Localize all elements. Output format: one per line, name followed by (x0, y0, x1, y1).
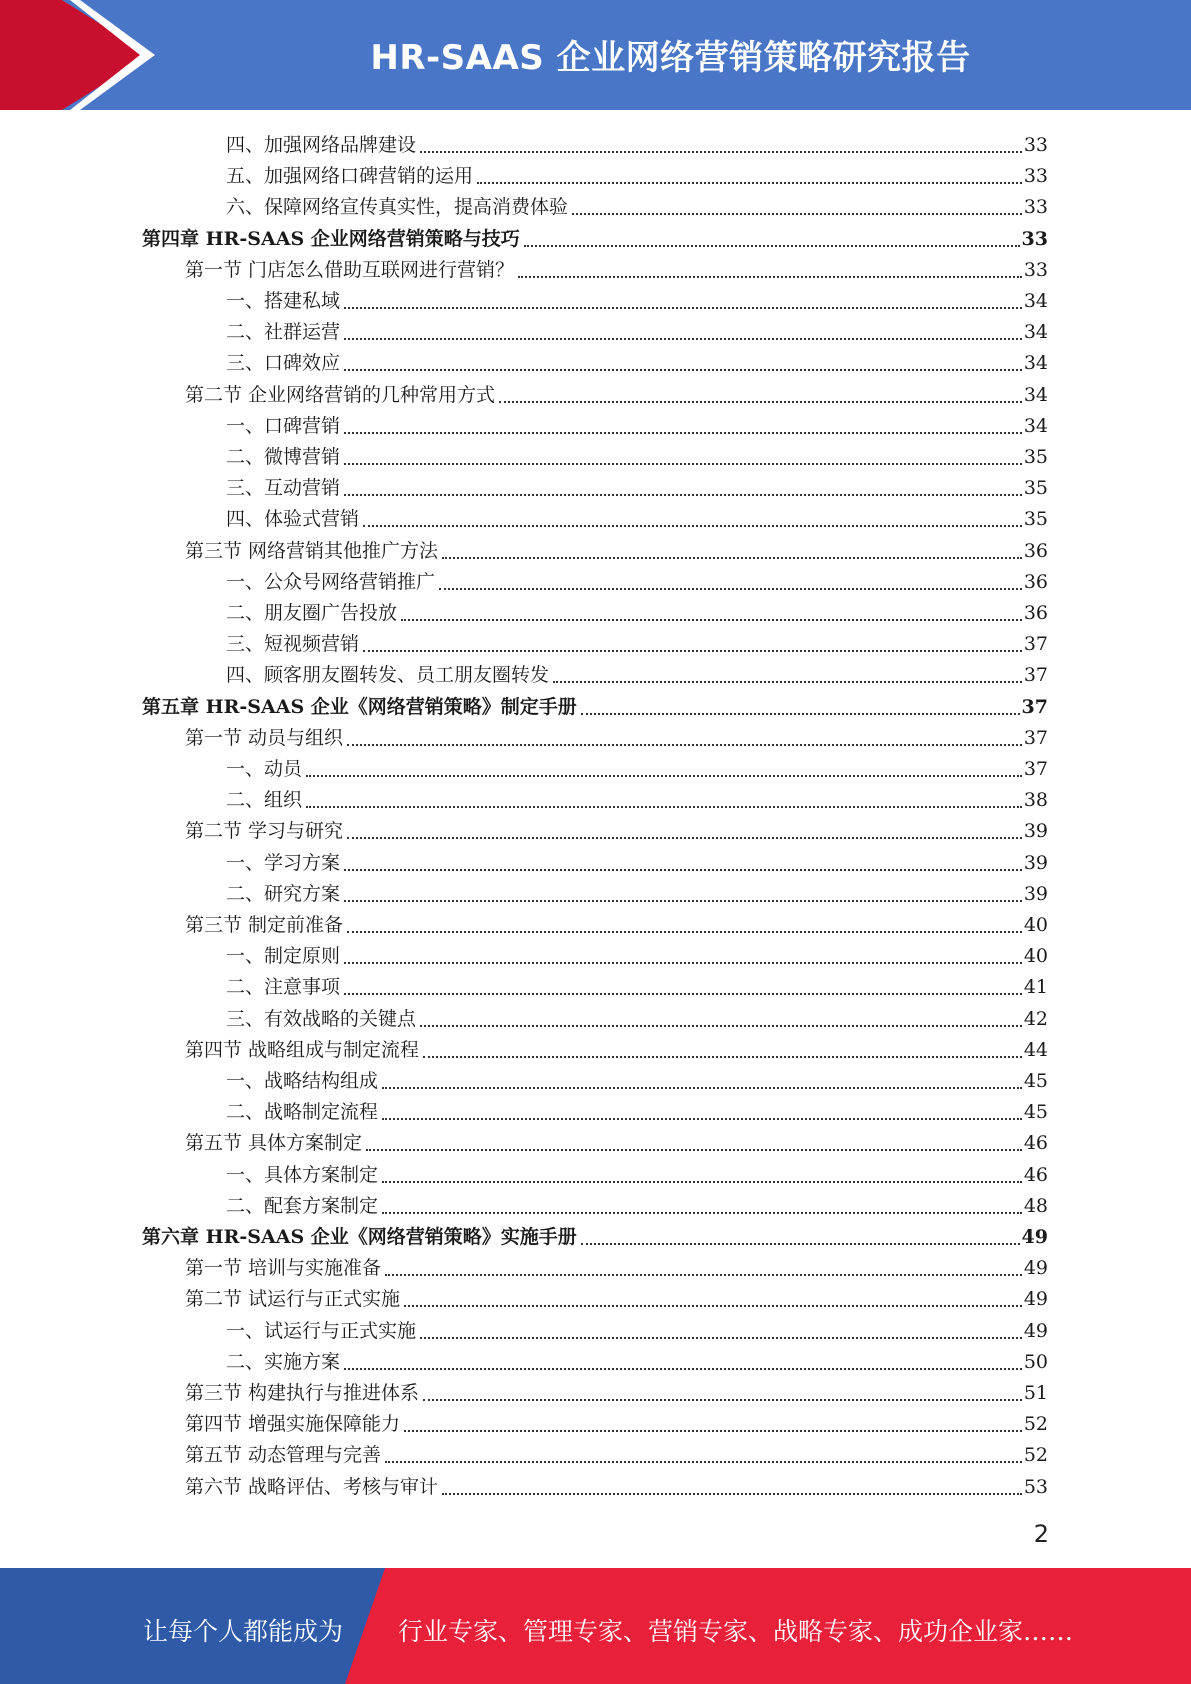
document-title: HR-SAAS 企业网络营销策略研究报告 (370, 38, 971, 78)
toc-entry-page: 39 (1023, 820, 1048, 843)
toc-dot-leader (442, 1492, 1022, 1495)
toc-entry-title: 第二节 试运行与正式实施 (185, 1288, 401, 1311)
toc-entry[interactable] (226, 626, 1048, 657)
toc-dot-leader (347, 743, 1022, 746)
toc-dot-leader (382, 1211, 1022, 1214)
toc-entry-page: 50 (1023, 1350, 1048, 1373)
toc-entry-page: 39 (1023, 882, 1048, 905)
toc-entry-title: 二、配套方案制定 (226, 1194, 379, 1217)
toc-dot-leader (404, 1304, 1022, 1307)
toc-entry[interactable] (226, 189, 1048, 220)
toc-dot-leader (344, 961, 1022, 964)
toc-entry[interactable] (226, 1344, 1048, 1375)
toc-entry[interactable] (226, 876, 1048, 907)
toc-entry[interactable] (142, 221, 1048, 252)
toc-entry-page: 46 (1023, 1132, 1048, 1155)
toc-entry-page: 52 (1023, 1413, 1048, 1436)
toc-dot-leader (344, 493, 1022, 496)
toc-entry[interactable] (226, 1313, 1048, 1344)
toc-entry[interactable] (185, 1375, 1048, 1406)
toc-entry-title: 一、试运行与正式实施 (226, 1319, 417, 1342)
toc-dot-leader (442, 556, 1022, 559)
toc-entry-title: 第四节 战略组成与制定流程 (185, 1038, 420, 1061)
toc-entry-title: 一、搭建私域 (226, 290, 341, 312)
toc-dot-leader (344, 992, 1022, 995)
toc-entry-title: 第二节 学习与研究 (185, 820, 344, 843)
toc-entry-title: 二、组织 (226, 789, 303, 812)
toc-dot-leader (347, 930, 1022, 933)
toc-entry-title: 二、注意事项 (226, 976, 341, 999)
toc-entry[interactable] (226, 751, 1048, 782)
toc-dot-leader (366, 1148, 1022, 1151)
toc-entry-title: 二、社群运营 (226, 321, 341, 344)
toc-entry-page: 49 (1023, 1257, 1048, 1280)
toc-entry[interactable] (185, 1125, 1048, 1156)
toc-entry[interactable] (226, 1188, 1048, 1219)
toc-entry-title: 一、口碑营销 (226, 414, 341, 437)
toc-entry-page: 49 (1021, 1226, 1048, 1248)
toc-entry-title: 二、实施方案 (226, 1350, 341, 1373)
toc-entry-title: 第二节 企业网络营销的几种常用方式 (185, 383, 496, 406)
toc-entry-page: 49 (1023, 1319, 1048, 1342)
toc-entry-page: 45 (1023, 1070, 1048, 1092)
toc-entry-page: 36 (1023, 539, 1048, 562)
toc-dot-leader (344, 306, 1022, 309)
toc-entry[interactable] (185, 720, 1048, 751)
toc-dot-leader (344, 431, 1022, 434)
toc-entry-page: 36 (1023, 602, 1048, 624)
toc-entry-title: 二、微博营销 (226, 446, 341, 468)
toc-entry-title: 第一节 门店怎么借助互联网进行营销？ (185, 258, 515, 281)
toc-entry[interactable] (185, 1032, 1048, 1063)
toc-dot-leader (382, 1180, 1022, 1183)
footer-banner (0, 1568, 1191, 1684)
toc-entry[interactable] (185, 252, 1048, 283)
toc-dot-leader (382, 1086, 1022, 1089)
toc-entry-page: 53 (1023, 1475, 1048, 1498)
toc-entry[interactable] (185, 533, 1048, 564)
toc-entry-page: 46 (1023, 1163, 1048, 1186)
toc-entry[interactable] (142, 1219, 1048, 1250)
toc-entry[interactable] (185, 1437, 1048, 1468)
toc-entry-title: 第四节 增强实施保障能力 (185, 1413, 401, 1436)
toc-entry-title: 第三节 网络营销其他推广方法 (185, 539, 439, 562)
toc-entry-title: 第五章 HR-SAAS 企业《网络营销策略》制定手册 (142, 695, 577, 718)
toc-entry[interactable] (226, 158, 1048, 189)
toc-dot-leader (344, 1367, 1022, 1370)
toc-entry-title: 第一节 培训与实施准备 (185, 1257, 382, 1280)
toc-entry-title: 一、具体方案制定 (226, 1163, 379, 1186)
toc-entry[interactable] (226, 314, 1048, 345)
footer-slogan-right: 行业专家、管理专家、营销专家、战略专家、成功企业家…… (398, 1617, 1074, 1646)
toc-entry[interactable] (185, 1281, 1048, 1312)
toc-entry-title: 第六节 战略评估、考核与审计 (185, 1475, 439, 1498)
toc-dot-leader (344, 868, 1022, 871)
toc-entry-title: 一、学习方案 (226, 851, 341, 874)
toc-entry-title: 第三节 制定前准备 (185, 914, 344, 936)
toc-entry-title: 三、互动营销 (226, 477, 341, 500)
toc-dot-leader (477, 181, 1022, 184)
toc-entry[interactable] (226, 1157, 1048, 1188)
toc-entry[interactable] (142, 689, 1048, 720)
toc-entry-page: 34 (1023, 383, 1048, 406)
toc-entry[interactable] (226, 345, 1048, 376)
toc-dot-leader (423, 1055, 1022, 1058)
toc-dot-leader (344, 462, 1022, 465)
toc-entry[interactable] (226, 938, 1048, 969)
toc-entry-page: 33 (1023, 258, 1048, 281)
toc-entry-page: 35 (1023, 446, 1048, 468)
page-number: 2 (1033, 1520, 1049, 1548)
toc-entry[interactable] (226, 439, 1048, 470)
toc-entry-page: 35 (1023, 477, 1048, 500)
toc-dot-leader (344, 899, 1022, 902)
toc-dot-leader (344, 368, 1022, 371)
header-banner (0, 0, 1191, 110)
toc-entry[interactable] (185, 1406, 1048, 1437)
toc-entry-page: 42 (1023, 1007, 1048, 1030)
toc-entry-page: 33 (1021, 227, 1048, 250)
toc-entry-page: 35 (1023, 508, 1048, 531)
toc-dot-leader (306, 774, 1022, 777)
toc-dot-leader (344, 337, 1022, 340)
toc-entry-title: 一、动员 (226, 758, 303, 780)
toc-entry-title: 一、公众号网络营销推广 (226, 570, 436, 593)
toc-dot-leader (581, 1242, 1020, 1245)
toc-entry-page: 33 (1023, 196, 1048, 219)
toc-entry[interactable] (226, 1063, 1048, 1094)
toc-entry-page: 45 (1023, 1101, 1048, 1124)
toc-entry-title: 二、战略制定流程 (226, 1101, 379, 1124)
toc-entry[interactable] (226, 501, 1048, 532)
toc-dot-leader (524, 244, 1020, 247)
toc-entry-page: 41 (1023, 976, 1048, 999)
toc-dot-leader (385, 1273, 1022, 1276)
toc-entry[interactable] (226, 283, 1048, 314)
toc-entry-page: 48 (1023, 1194, 1048, 1217)
toc-entry-page: 36 (1023, 570, 1048, 593)
toc-entry-title: 一、战略结构组成 (226, 1070, 379, 1092)
toc-entry-title: 第五节 具体方案制定 (185, 1132, 363, 1155)
toc-dot-leader (347, 836, 1022, 839)
toc-dot-leader (363, 649, 1022, 652)
toc-dot-leader (420, 1336, 1022, 1339)
toc-entry[interactable] (185, 1250, 1048, 1281)
footer-slogan-left: 让每个人都能成为 (143, 1617, 344, 1646)
toc-entry-title: 二、朋友圈广告投放 (226, 602, 398, 624)
toc-entry-page: 33 (1023, 134, 1048, 156)
toc-entry-title: 四、体验式营销 (226, 508, 360, 531)
toc-dot-leader (572, 212, 1022, 215)
toc-dot-leader (306, 805, 1022, 808)
toc-entry[interactable] (185, 813, 1048, 844)
toc-entry[interactable] (226, 657, 1048, 688)
toc-entry-page: 38 (1023, 789, 1048, 812)
toc-dot-leader (553, 680, 1022, 683)
toc-dot-leader (581, 712, 1020, 715)
toc-dot-leader (439, 587, 1022, 590)
toc-entry-title: 第三节 构建执行与推进体系 (185, 1382, 420, 1404)
toc-entry-title: 第六章 HR-SAAS 企业《网络营销策略》实施手册 (142, 1226, 577, 1248)
toc-entry-title: 三、口碑效应 (226, 352, 341, 375)
toc-entry-page: 49 (1023, 1288, 1048, 1311)
toc-entry[interactable] (226, 408, 1048, 439)
toc-dot-leader (363, 524, 1022, 527)
toc-entry-page: 37 (1023, 758, 1048, 780)
toc-entry[interactable] (226, 969, 1048, 1000)
toc-entry[interactable] (226, 564, 1048, 595)
toc-entry-page: 34 (1023, 290, 1048, 312)
toc-entry[interactable] (226, 845, 1048, 876)
toc-entry-page: 37 (1023, 633, 1048, 656)
toc-entry[interactable] (185, 1469, 1048, 1500)
toc-entry-title: 二、研究方案 (226, 882, 341, 905)
toc-dot-leader (404, 1429, 1022, 1432)
toc-entry-title: 一、制定原则 (226, 945, 341, 968)
toc-dot-leader (420, 1024, 1022, 1027)
toc-dot-leader (420, 150, 1022, 153)
toc-entry-page: 39 (1023, 851, 1048, 874)
toc-entry[interactable] (226, 1094, 1048, 1125)
toc-entry-title: 四、顾客朋友圈转发、员工朋友圈转发 (226, 664, 550, 687)
toc-entry[interactable] (185, 907, 1048, 938)
toc-entry-page: 34 (1023, 414, 1048, 437)
toc-dot-leader (423, 1398, 1022, 1401)
toc-entry[interactable] (226, 1001, 1048, 1032)
toc-entry-title: 三、有效战略的关键点 (226, 1007, 417, 1030)
toc-entry[interactable] (226, 595, 1048, 626)
toc-entry-page: 34 (1023, 321, 1048, 344)
toc-entry-title: 第五节 动态管理与完善 (185, 1444, 382, 1467)
toc-entry-title: 六、保障网络宣传真实性，提高消费体验 (226, 196, 569, 219)
toc-dot-leader (401, 618, 1022, 621)
toc-dot-leader (518, 275, 1022, 278)
toc-entry[interactable] (226, 782, 1048, 813)
toc-entry-page: 37 (1021, 695, 1048, 718)
toc-entry-page: 52 (1023, 1444, 1048, 1467)
toc-dot-leader (382, 1117, 1022, 1120)
toc-entry-page: 37 (1023, 664, 1048, 687)
toc-entry[interactable] (185, 377, 1048, 408)
toc-entry-title: 三、短视频营销 (226, 633, 360, 656)
toc-entry-page: 40 (1023, 945, 1048, 968)
toc-entry-page: 33 (1023, 165, 1048, 188)
toc-entry-page: 34 (1023, 352, 1048, 375)
toc-entry[interactable] (226, 127, 1048, 158)
toc-entry-title: 第四章 HR-SAAS 企业网络营销策略与技巧 (142, 227, 520, 250)
toc-entry-title: 四、加强网络品牌建设 (226, 134, 417, 156)
toc-dot-leader (385, 1460, 1022, 1463)
toc-entry-page: 37 (1023, 726, 1048, 749)
toc-entry-page: 44 (1023, 1038, 1048, 1061)
toc-entry-page: 40 (1023, 914, 1048, 936)
toc-entry-title: 第一节 动员与组织 (185, 726, 344, 749)
toc-dot-leader (499, 400, 1022, 403)
toc-entry[interactable] (226, 470, 1048, 501)
toc-entry-title: 五、加强网络口碑营销的运用 (226, 165, 474, 188)
toc-entry-page: 51 (1023, 1382, 1048, 1404)
